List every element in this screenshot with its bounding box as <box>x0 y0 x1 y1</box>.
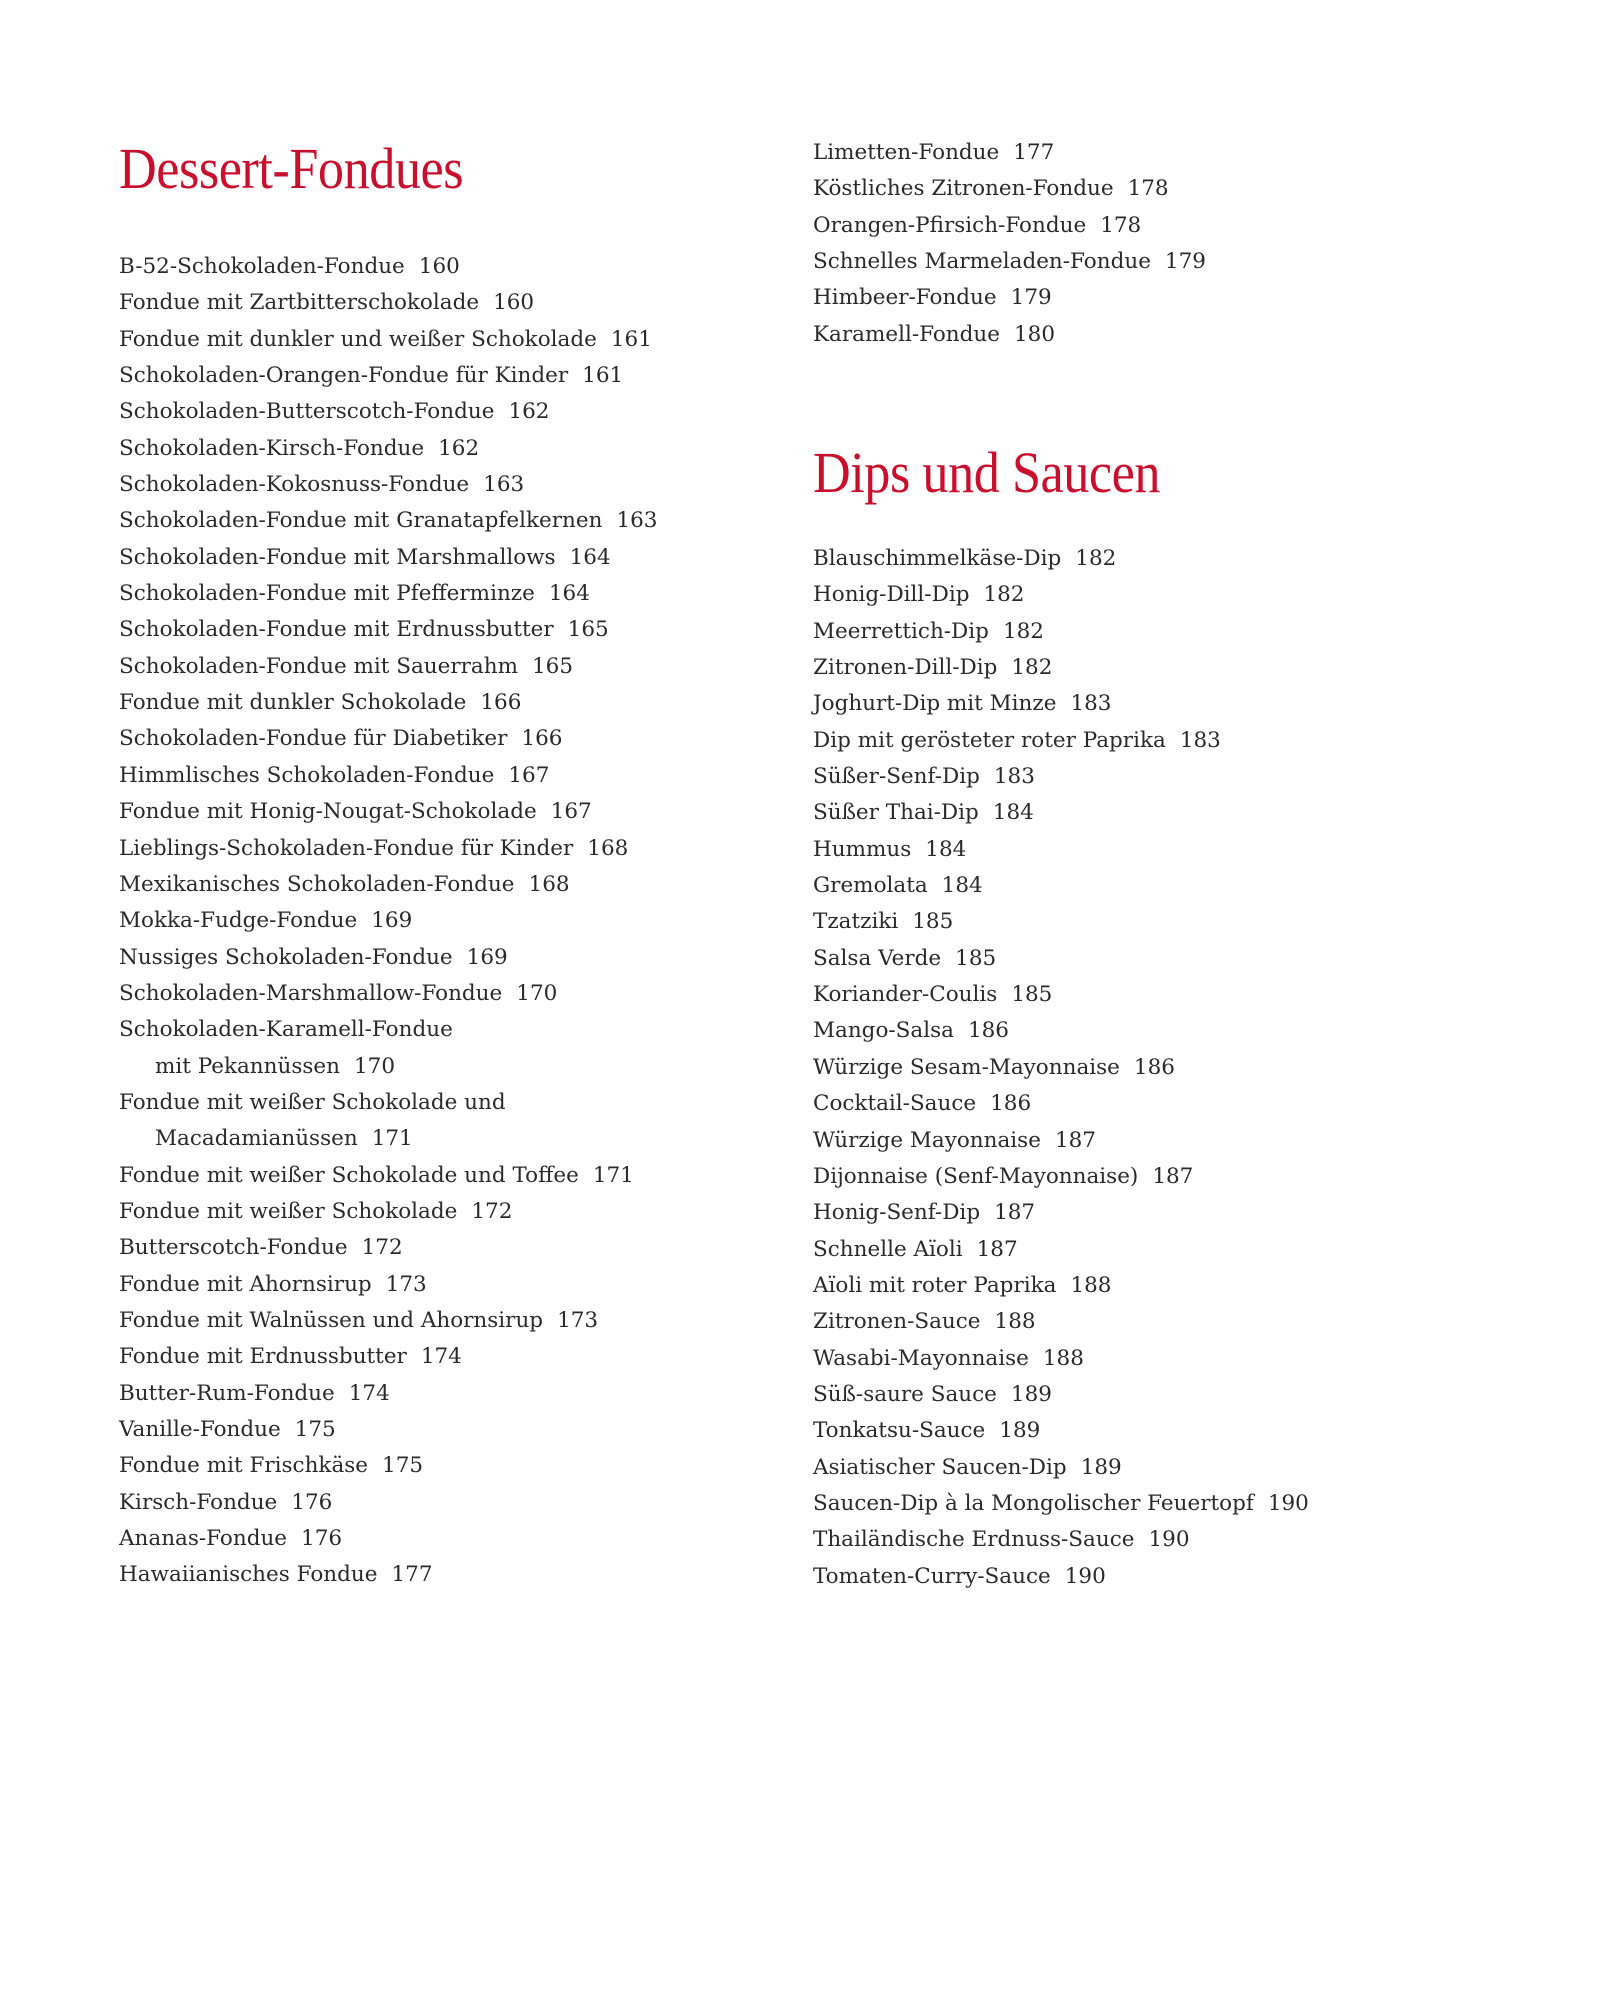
entry-page-number: 162 <box>508 399 550 425</box>
entry-page-number: 166 <box>480 690 522 716</box>
entry-title: Honig-Senf-Dip <box>813 1200 981 1226</box>
entry-title: Tzatziki <box>813 909 899 935</box>
entry-title: Schokoladen-Fondue für Diabetiker <box>119 726 508 752</box>
index-entry <box>119 940 657 976</box>
index-entry <box>119 831 657 867</box>
entry-title: Gremolata <box>813 873 928 899</box>
index-entry <box>813 317 1206 353</box>
entry-page-number: 190 <box>1064 1563 1106 1589</box>
index-entry <box>119 1521 657 1557</box>
entry-title: Fondue mit Erdnussbutter <box>119 1344 407 1370</box>
entry-title: Köstliches Zitronen-Fondue <box>813 176 1114 202</box>
entry-page-number: 172 <box>361 1235 403 1261</box>
entry-title: Thailändische Erdnuss-Sauce <box>813 1527 1135 1553</box>
entry-title: Cocktail-Sauce <box>813 1091 977 1117</box>
index-entry <box>119 394 657 430</box>
entry-title: Orangen-Pfirsich-Fondue <box>813 212 1087 238</box>
entry-title: Schokoladen-Fondue mit Pfefferminze <box>119 581 535 607</box>
index-entry <box>813 832 1309 868</box>
entry-title: Nussiges Schokoladen-Fondue <box>119 944 453 970</box>
index-entry <box>813 208 1206 244</box>
entry-page-number: 161 <box>610 326 652 352</box>
entry-page-number: 184 <box>941 873 983 899</box>
dessert-fondues-list <box>119 249 657 1594</box>
entry-page-number: 179 <box>1010 285 1052 311</box>
entry-title: Fondue mit Ahornsirup <box>119 1271 372 1297</box>
dips-und-saucen-list <box>813 541 1309 1595</box>
entry-page-number: 165 <box>567 617 609 643</box>
entry-page-number: 187 <box>1054 1127 1096 1153</box>
index-entry <box>119 867 657 903</box>
entry-title-line2: Macadamianüssen <box>155 1126 358 1152</box>
entry-title: Süß-saure Sauce <box>813 1381 997 1407</box>
dessert-fondues-continued-list <box>813 135 1206 353</box>
index-entry <box>813 686 1309 722</box>
index-entry <box>119 1194 657 1230</box>
entry-page-number: 164 <box>548 581 590 607</box>
index-entry <box>813 1304 1309 1340</box>
entry-title: Asiatischer Saucen-Dip <box>813 1454 1067 1480</box>
index-entry <box>813 1123 1309 1159</box>
entry-title: Schokoladen-Butterscotch-Fondue <box>119 399 495 425</box>
index-entry <box>119 685 657 721</box>
entry-title: Meerrettich-Dip <box>813 618 989 644</box>
entry-page-number: 175 <box>294 1417 336 1442</box>
entry-title: Schokoladen-Marshmallow-Fondue <box>119 980 503 1006</box>
entry-page-number: 172 <box>471 1198 513 1224</box>
entry-title: Butterscotch-Fondue <box>119 1235 348 1261</box>
entry-title: Ananas-Fondue <box>119 1526 288 1552</box>
entry-title: Mokka-Fudge-Fondue <box>119 908 358 934</box>
entry-title: Würzige Mayonnaise <box>813 1127 1041 1153</box>
entry-page-number: 169 <box>371 908 413 934</box>
entry-title: Schokoladen-Fondue mit Sauerrahm <box>119 653 518 679</box>
index-entry <box>813 759 1309 795</box>
entry-title: Limetten-Fondue <box>813 140 1000 165</box>
index-entry <box>119 540 657 576</box>
entry-title: Schokoladen-Kirsch-Fondue <box>119 435 425 461</box>
index-entry <box>119 1485 657 1521</box>
entry-page-number: 168 <box>587 835 629 861</box>
entry-page-number: 182 <box>1075 546 1117 571</box>
entry-title: B-52-Schokoladen-Fondue <box>119 254 405 279</box>
index-entry <box>813 1559 1309 1595</box>
entry-title: Fondue mit Walnüssen und Ahornsirup <box>119 1307 544 1333</box>
index-entry <box>119 467 657 503</box>
entry-page-number: 185 <box>955 945 997 971</box>
entry-title: Salsa Verde <box>813 945 942 971</box>
entry-title: Zitronen-Dill-Dip <box>813 655 998 681</box>
entry-page-number: 177 <box>1013 140 1055 165</box>
index-entry <box>119 721 657 757</box>
entry-title-continued <box>119 1049 657 1085</box>
entry-page-number: 186 <box>990 1091 1032 1117</box>
entry-page-number: 174 <box>348 1380 390 1406</box>
entry-page-number: 182 <box>1002 618 1044 644</box>
index-entry <box>119 976 657 1012</box>
entry-page-number: 182 <box>1011 655 1053 681</box>
index-entry <box>813 1195 1309 1231</box>
index-entry <box>119 576 657 612</box>
index-entry <box>813 1050 1309 1086</box>
entry-page-number: 187 <box>1152 1163 1194 1189</box>
entry-title: Butter-Rum-Fondue <box>119 1380 335 1406</box>
index-entry <box>813 941 1309 977</box>
entry-page-number: 176 <box>301 1526 343 1552</box>
index-entry <box>119 1085 657 1158</box>
entry-page-number: 165 <box>532 653 574 679</box>
index-entry <box>813 1377 1309 1413</box>
entry-title: Tonkatsu-Sauce <box>813 1418 986 1444</box>
entry-page-number: 167 <box>550 799 592 825</box>
index-entry <box>813 1086 1309 1122</box>
entry-title: Fondue mit Frischkäse <box>119 1453 369 1479</box>
entry-title-line2: mit Pekannüssen <box>155 1053 340 1079</box>
entry-page-number: 189 <box>999 1418 1041 1444</box>
entry-page-number: 175 <box>382 1453 424 1479</box>
entry-page-number: 164 <box>569 544 611 570</box>
index-entry <box>813 280 1206 316</box>
entry-title: Vanille-Fondue <box>119 1417 281 1442</box>
index-entry <box>813 977 1309 1013</box>
index-entry <box>119 503 657 539</box>
entry-page-number: 186 <box>967 1018 1009 1044</box>
entry-title: Fondue mit dunkler und weißer Schokolade <box>119 326 597 352</box>
index-entry <box>119 649 657 685</box>
index-entry <box>813 1450 1309 1486</box>
index-entry <box>813 868 1309 904</box>
index-entry <box>119 1448 657 1484</box>
entry-title: Dip mit gerösteter roter Paprika <box>813 727 1166 753</box>
entry-title: Kirsch-Fondue <box>119 1489 278 1515</box>
entry-title: Blauschimmelkäse-Dip <box>813 546 1062 571</box>
entry-page-number: 176 <box>291 1489 333 1515</box>
entry-page-number: 185 <box>912 909 954 935</box>
entry-page-number: 160 <box>493 290 535 316</box>
index-entry <box>813 795 1309 831</box>
index-entry <box>119 1339 657 1375</box>
entry-title: Fondue mit dunkler Schokolade <box>119 690 467 716</box>
entry-page-number: 162 <box>438 435 480 461</box>
entry-page-number: 169 <box>466 944 508 970</box>
entry-title: Himbeer-Fondue <box>813 285 997 311</box>
index-entry <box>813 904 1309 940</box>
index-entry <box>119 1158 657 1194</box>
entry-title: Schnelle Aïoli <box>813 1236 963 1262</box>
entry-page-number: 190 <box>1148 1527 1190 1553</box>
index-entry <box>813 171 1206 207</box>
entry-title: Hawaiianisches Fondue <box>119 1562 378 1588</box>
section-title-dips-und-saucen: Dips und Saucen <box>813 440 1161 505</box>
index-entry <box>119 249 657 285</box>
index-entry <box>119 431 657 467</box>
index-entry <box>813 614 1309 650</box>
entry-page-number: 188 <box>1042 1345 1084 1371</box>
index-entry <box>813 244 1206 280</box>
index-entry <box>119 612 657 648</box>
index-entry <box>119 1557 657 1593</box>
index-entry <box>119 758 657 794</box>
section-title-dessert-fondues: Dessert-Fondues <box>119 136 464 201</box>
entry-page-number: 173 <box>557 1307 599 1333</box>
index-entry <box>119 1012 657 1085</box>
entry-title: Lieblings-Schokoladen-Fondue für Kinder <box>119 835 574 861</box>
entry-title: Honig-Dill-Dip <box>813 582 970 608</box>
entry-title: Schokoladen-Fondue mit Erdnussbutter <box>119 617 554 643</box>
entry-page-number: 182 <box>983 582 1025 608</box>
entry-page-number: 179 <box>1164 249 1206 275</box>
index-entry <box>813 1341 1309 1377</box>
entry-title: Mexikanisches Schokoladen-Fondue <box>119 871 515 897</box>
entry-page-number: 189 <box>1010 1381 1052 1407</box>
entry-page-number: 183 <box>1179 727 1221 753</box>
entry-page-number: 180 <box>1013 321 1056 347</box>
entry-title: Schokoladen-Orangen-Fondue für Kinder <box>119 363 569 389</box>
entry-page-number: 184 <box>925 836 967 862</box>
entry-page-number: 189 <box>1080 1454 1122 1480</box>
entry-title: Schnelles Marmeladen-Fondue <box>813 249 1151 275</box>
entry-title: Schokoladen-Fondue mit Granatapfelkernen <box>119 508 603 534</box>
entry-page-number: 183 <box>993 764 1035 790</box>
entry-page-number: 160 <box>418 254 460 279</box>
index-entry <box>119 794 657 830</box>
entry-page-number: 187 <box>994 1200 1036 1226</box>
entry-page-number: 171 <box>371 1126 413 1152</box>
index-entry <box>813 577 1309 613</box>
entry-page-number: 163 <box>616 508 658 534</box>
index-entry <box>813 723 1309 759</box>
entry-page-number: 168 <box>528 871 570 897</box>
entry-title: Himmlisches Schokoladen-Fondue <box>119 762 495 788</box>
entry-title: Zitronen-Sauce <box>813 1309 981 1335</box>
entry-page-number: 161 <box>582 363 624 389</box>
entry-page-number: 187 <box>976 1236 1018 1262</box>
index-entry <box>119 1267 657 1303</box>
entry-page-number: 183 <box>1070 691 1112 717</box>
entry-page-number: 185 <box>1011 982 1053 1008</box>
index-entry <box>813 1486 1309 1522</box>
entry-title: Fondue mit weißer Schokolade <box>119 1198 458 1224</box>
index-entry <box>813 1268 1309 1304</box>
index-entry <box>119 1412 657 1448</box>
entry-page-number: 173 <box>385 1271 427 1297</box>
index-entry <box>813 135 1206 171</box>
entry-page-number: 171 <box>592 1162 634 1188</box>
entry-page-number: 190 <box>1267 1490 1309 1516</box>
entry-title: Schokoladen-Kokosnuss-Fondue <box>119 472 470 498</box>
entry-title: Mango-Salsa <box>813 1018 954 1044</box>
entry-title: Saucen-Dip à la Mongolischer Feuertopf <box>813 1490 1254 1516</box>
index-entry <box>119 1376 657 1412</box>
entry-page-number: 188 <box>994 1309 1036 1335</box>
entry-title-continued <box>119 1121 657 1157</box>
entry-title: Dijonnaise (Senf-Mayonnaise) <box>813 1163 1139 1189</box>
entry-title: Fondue mit Honig-Nougat-Schokolade <box>119 799 537 825</box>
entry-page-number: 170 <box>516 980 558 1006</box>
entry-title: Süßer-Senf-Dip <box>813 764 980 790</box>
index-entry <box>813 1522 1309 1558</box>
entry-page-number: 184 <box>992 800 1034 826</box>
index-entry <box>119 285 657 321</box>
index-entry <box>813 1413 1309 1449</box>
entry-page-number: 177 <box>391 1562 433 1588</box>
entry-page-number: 178 <box>1127 176 1169 202</box>
entry-title: Tomaten-Curry-Sauce <box>813 1563 1051 1589</box>
entry-title: Wasabi-Mayonnaise <box>813 1345 1029 1371</box>
entry-title: Koriander-Coulis <box>813 982 998 1008</box>
entry-title: Süßer Thai-Dip <box>813 800 979 826</box>
entry-page-number: 163 <box>483 472 525 498</box>
index-entry <box>119 358 657 394</box>
entry-title: Joghurt-Dip mit Minze <box>813 691 1057 717</box>
entry-page-number: 188 <box>1070 1272 1112 1298</box>
index-entry <box>813 1232 1309 1268</box>
index-entry <box>119 903 657 939</box>
entry-title: Fondue mit weißer Schokolade und <box>119 1089 506 1115</box>
entry-page-number: 178 <box>1100 212 1142 238</box>
entry-page-number: 170 <box>354 1053 396 1079</box>
entry-title: Aïoli mit roter Paprika <box>813 1272 1057 1298</box>
entry-title: Schokoladen-Fondue mit Marshmallows <box>119 544 556 570</box>
entry-page-number: 166 <box>521 726 563 752</box>
entry-page-number: 174 <box>420 1344 462 1370</box>
entry-page-number: 167 <box>508 762 550 788</box>
entry-page-number: 186 <box>1133 1054 1175 1080</box>
index-entry <box>813 1159 1309 1195</box>
entry-title: Würzige Sesam-Mayonnaise <box>813 1054 1120 1080</box>
index-entry <box>813 541 1309 577</box>
index-entry <box>119 1230 657 1266</box>
entry-title: Fondue mit Zartbitterschokolade <box>119 290 480 316</box>
entry-title: Hummus <box>813 836 912 862</box>
index-entry <box>119 1303 657 1339</box>
index-entry <box>813 1013 1309 1049</box>
index-entry <box>119 322 657 358</box>
entry-title: Fondue mit weißer Schokolade und Toffee <box>119 1162 579 1188</box>
entry-title: Schokoladen-Karamell-Fondue <box>119 1017 453 1043</box>
index-entry <box>813 650 1309 686</box>
entry-title: Karamell-Fondue <box>813 321 1000 347</box>
